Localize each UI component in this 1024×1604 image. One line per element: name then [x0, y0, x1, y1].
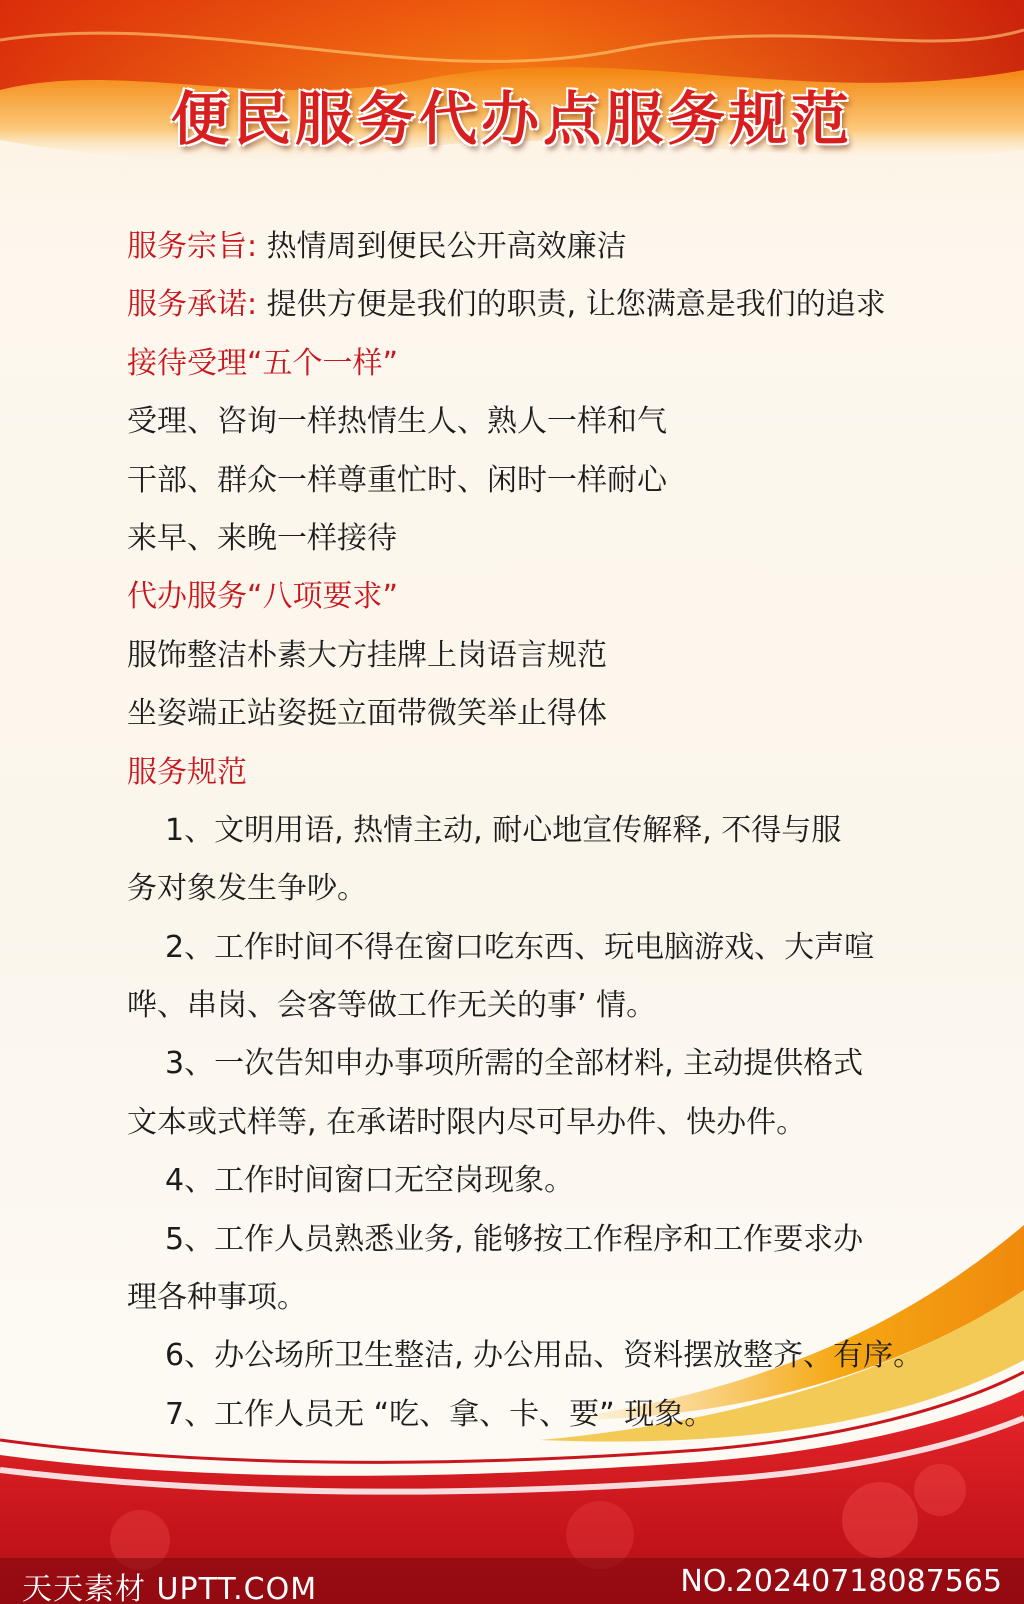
watermark-left: 天天素材 UPTT.COM [22, 1572, 318, 1604]
text-line [127, 685, 947, 743]
line-text: 务对象发生争吵。 [127, 871, 367, 907]
line-text: 干部、群众一样尊重忙时、闲时一样耐心 [127, 462, 667, 498]
text-line [127, 627, 947, 685]
text-line [127, 276, 947, 334]
text-line [127, 860, 947, 918]
text-line [127, 802, 947, 860]
line-text: 提供方便是我们的职责, 让您满意是我们的追求 [257, 287, 886, 323]
line-text: 2、工作时间不得在窗口吃东西、玩电脑游戏、大声喧 [165, 929, 875, 965]
text-line [127, 1386, 947, 1444]
line-text: 4、工作时间窗口无空岗现象。 [165, 1163, 575, 1199]
text-line [127, 1152, 947, 1210]
text-line [127, 977, 947, 1035]
watermark-right: NO.20240718087565 [680, 1564, 1002, 1599]
line-text: 7、工作人员无 “吃、拿、卡、要” 现象。 [165, 1396, 715, 1432]
text-line [127, 510, 947, 568]
line-text: 1、文明用语, 热情主动, 耐心地宣传解释, 不得与服 [165, 812, 842, 848]
line-text: 5、工作人员熟悉业务, 能够按工作程序和工作要求办 [165, 1221, 864, 1257]
text-line [127, 452, 947, 510]
line-text: 理各种事项。 [127, 1280, 307, 1316]
section-label: 代办服务“八项要求” [127, 579, 399, 615]
line-text: 热情周到便民公开高效廉洁 [257, 229, 627, 264]
section-label: 服务宗旨: [127, 229, 258, 264]
line-text: 6、办公场所卫生整洁, 办公用品、资料摆放整齐、有序。 [165, 1338, 924, 1374]
line-text: 受理、咨询一样热情生人、熟人一样和气 [127, 404, 667, 440]
text-line [127, 1035, 947, 1093]
text-line [127, 1327, 947, 1385]
text-line [127, 335, 947, 393]
line-text: 坐姿端正站姿挺立面带微笑举止得体 [127, 696, 607, 732]
text-line [127, 1269, 947, 1327]
text-line [127, 1211, 947, 1269]
section-label: 服务承诺: [127, 287, 258, 323]
text-line [127, 1094, 947, 1152]
section-label: 服务规范 [127, 754, 247, 790]
line-text: 服饰整洁朴素大方挂牌上岗语言规范 [127, 637, 607, 673]
text-line [127, 744, 947, 802]
content-list [127, 218, 947, 1444]
line-text: 哗、串岗、会客等做工作无关的事’ 情。 [127, 988, 657, 1024]
page-title: 便民服务代办点服务规范 [170, 85, 853, 153]
text-line [127, 218, 947, 276]
line-text: 3、一次告知申办事项所需的全部材料, 主动提供格式 [165, 1046, 864, 1082]
text-line [127, 568, 947, 626]
section-label: 接待受理“五个一样” [127, 345, 399, 381]
watermark-bar [0, 1560, 1024, 1604]
line-text: 来早、来晚一样接待 [127, 520, 397, 556]
text-line [127, 919, 947, 977]
text-line [127, 393, 947, 451]
line-text: 文本或式样等, 在承诺时限内尽可早办件、快办件。 [127, 1104, 807, 1140]
